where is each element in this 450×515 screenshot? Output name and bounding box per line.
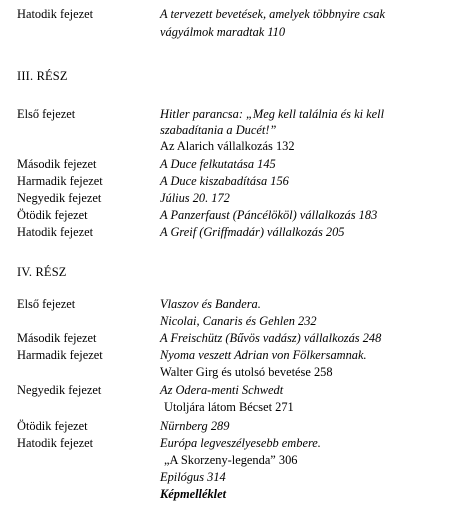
chapter-title: Walter Girg és utolsó bevetése 258 <box>160 365 333 379</box>
part-heading: III. RÉSZ <box>17 69 68 83</box>
chapter-title: szabadítania a Ducét!” <box>160 123 277 137</box>
chapter-title: A Freischütz (Bűvös vadász) vállalkozás 248 <box>160 331 382 345</box>
chapter-title: A Duce felkutatása 145 <box>160 157 276 171</box>
chapter-label: Második fejezet <box>17 331 97 345</box>
chapter-label: Hatodik fejezet <box>17 225 94 239</box>
chapter-title: A Duce kiszabadítása 156 <box>160 174 289 188</box>
chapter-title: Július 20. 172 <box>160 191 230 205</box>
chapter-label: Első fejezet <box>17 107 76 121</box>
chapter-title: A tervezett bevetések, amelyek többnyire csak <box>160 7 385 21</box>
chapter-label: Hatodik fejezet <box>17 7 94 21</box>
chapter-title: „A Skorzeny-legenda” 306 <box>164 453 298 467</box>
chapter-label: Hatodik fejezet <box>17 436 94 450</box>
chapter-label: Harmadik fejezet <box>17 348 103 362</box>
chapter-label: Ötödik fejezet <box>17 208 88 222</box>
chapter-title: A Panzerfaust (Páncélököl) vállalkozás 183 <box>160 208 378 222</box>
chapter-title: Európa legveszélyesebb embere. <box>160 436 321 450</box>
chapter-label: Harmadik fejezet <box>17 174 103 188</box>
chapter-title: A Greif (Griffmadár) vállalkozás 205 <box>160 225 345 239</box>
chapter-title: Az Odera-menti Schwedt <box>160 383 284 397</box>
chapter-title: Nicolai, Canaris és Gehlen 232 <box>160 314 317 328</box>
part-heading: IV. RÉSZ <box>17 265 67 279</box>
chapter-title: Nürnberg 289 <box>160 419 230 433</box>
chapter-title: Vlaszov és Bandera. <box>160 297 261 311</box>
chapter-label: Ötödik fejezet <box>17 419 88 433</box>
chapter-title: Hitler parancsa: „Meg kell találnia és ki kell <box>160 107 385 121</box>
chapter-label: Negyedik fejezet <box>17 191 102 205</box>
epilogue-entry: Epilógus 314 <box>160 470 226 484</box>
chapter-title: vágyálmok maradtak 110 <box>160 25 286 39</box>
chapter-title: Utoljára látom Bécset 271 <box>164 400 294 414</box>
plates-entry: Képmelléklet <box>160 487 227 501</box>
chapter-label: Első fejezet <box>17 297 76 311</box>
chapter-title: Nyoma veszett Adrian von Fölkersamnak. <box>160 348 367 362</box>
chapter-label: Negyedik fejezet <box>17 383 102 397</box>
chapter-label: Második fejezet <box>17 157 97 171</box>
chapter-title: Az Alarich vállalkozás 132 <box>160 139 295 153</box>
